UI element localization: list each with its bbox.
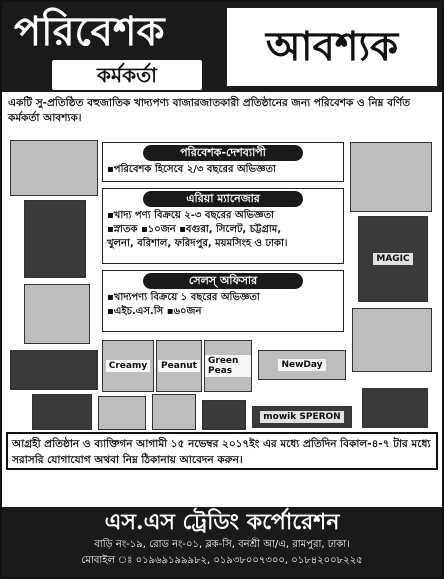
company-address: বাড়ি নং-১৯, রোড নং-০১, ব্লক-সি, বনশ্রী আ/এ, রামপুরা, ঢাকা।	[94, 539, 350, 550]
product-photo-candy-bag	[24, 200, 86, 278]
product-photo-gift-box	[24, 284, 90, 344]
intro-text: একটি সু-প্রতিষ্ঠিত বহুজাতিক খাদ্যপণ্য বাজারজাতকারী প্রতিষ্ঠানের জন্য পরিবেশক ও নিম্ন বর্ণিত কর্মকর্তা আবশ্যক।	[8, 97, 411, 124]
job-box-area-manager	[102, 188, 344, 264]
magic-label: MAGIC	[373, 253, 412, 265]
company-phone: মোবাইল ঃ ০১৯৬৯১৯৯৯৮২, ০১৯৩৮০০৭৩০০, ০১৮৪২০০৮২২৫	[81, 555, 363, 566]
product-photo-newday	[258, 350, 346, 380]
product-photo-mowik-speron	[252, 406, 352, 428]
job-box-distributor	[102, 142, 344, 182]
job-requirement: ▪খাদ্য পণ্য বিক্রয়ে ২-৩ বছরের অভিজ্ঞতা	[107, 210, 274, 221]
company-footer	[2, 507, 442, 577]
job-requirement: ▪পরিবেশক হিসেবে ২/৩ বছরের অভিজ্ঞতা	[107, 164, 276, 175]
header-title-right: আবশ্যক	[227, 8, 437, 86]
job-box-sales-officer	[102, 270, 344, 332]
header-subtitle: কর্মকর্তা	[52, 60, 202, 90]
peanut-label: Peanut	[158, 360, 200, 372]
green-peas-label: Green Peas	[205, 355, 251, 377]
product-photo-heart-jar	[352, 308, 432, 372]
newday-label: NewDay	[278, 359, 325, 371]
product-photo-creamy	[102, 340, 154, 392]
job-title: সেলস্ অফিসার	[143, 273, 303, 289]
product-photo-wafer-pack	[362, 388, 428, 428]
job-requirement: ▪স্নাতক ▪১০জন ▪বগুরা, সিলেট, চট্টগ্রাম,	[107, 224, 282, 235]
product-photo-box-assortment	[32, 394, 92, 430]
deadline-notice: আগ্রহী প্রতিষ্ঠান ও ব্যাক্তিগন আগামী ১৫ নভেম্বর ২০১৭ইং এর মধ্যে প্রতিদিন বিকাল-৪-৭ টার মধ্যে সরাসরি যোগাযোগ অথবা নিম্ন ঠিকানায় আবেদন করুন।	[6, 432, 438, 470]
job-title: পরিবেশক-দেশব্যাপী	[143, 145, 303, 161]
product-photo-heart-box	[98, 396, 146, 430]
company-name: এস.এস ট্রেডিং কর্পোরেশন	[104, 509, 340, 535]
product-photo-magic-bag	[358, 216, 428, 302]
product-photo-peanut	[156, 340, 202, 392]
product-photo-chocolate-box	[10, 140, 98, 196]
job-title: এরিয়া ম্যানেজার	[143, 191, 303, 207]
job-requirement: ▪খাদ্যপণ্য বিক্রয়ে ১ বছরের অভিজ্ঞতা	[107, 292, 260, 303]
creamy-label: Creamy	[106, 360, 150, 372]
job-requirement: খুলনা, বরিশাল, ফরিদপুর, ময়মসিংহ ও ঢাকা।	[107, 238, 288, 249]
product-photo-candy-jar	[10, 350, 98, 390]
product-photo-lollipop	[202, 400, 246, 430]
ad-header	[2, 2, 442, 92]
product-photo-green-peas	[204, 340, 252, 392]
mowik-label: mowik SPERON	[260, 411, 343, 423]
product-photo-egg	[152, 394, 196, 430]
product-photo-easter-egg	[350, 142, 432, 212]
job-requirement: ▪এইচ.এস.সি ▪৬০জন	[107, 306, 202, 317]
header-title-left: পরিবেশক	[14, 8, 165, 55]
